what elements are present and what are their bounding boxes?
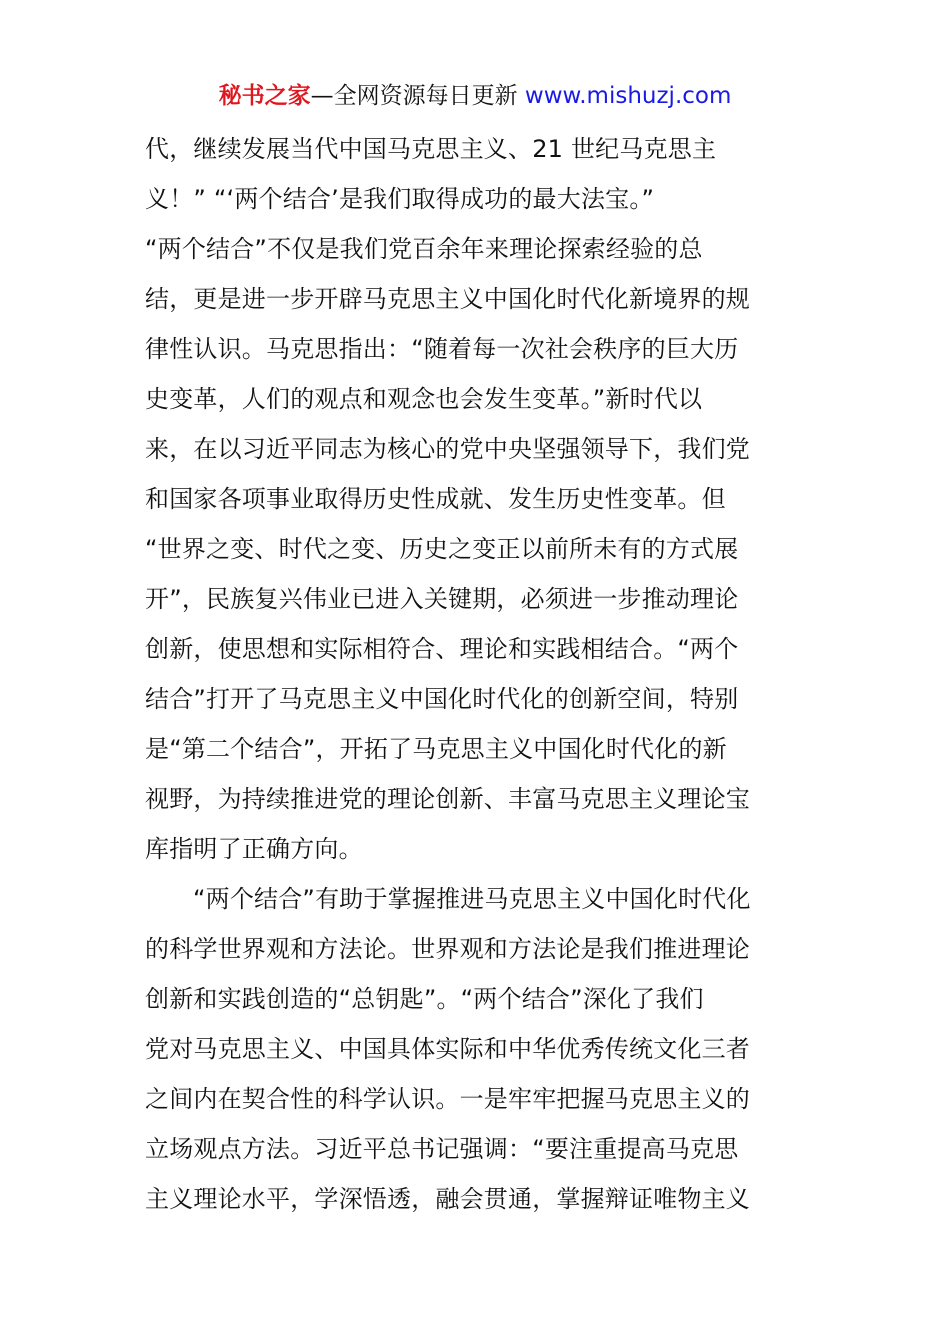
header-slogan: —全网资源每日更新 [310, 83, 525, 109]
text-line: 和国家各项事业取得历史性成就、发生历史性变革。但 [145, 485, 726, 513]
text-line: 库指明了正确方向。 [145, 835, 363, 863]
text-line: “两个结合”不仅是我们党百余年来理论探索经验的总 [145, 235, 703, 263]
text-line: 主义理论水平，学深悟透，融会贯通，掌握辩证唯物主义 [145, 1185, 750, 1213]
brand-name: 秘书之家 [218, 83, 311, 109]
page-header [0, 80, 950, 112]
text-line: 开”，民族复兴伟业已进入关键期，必须进一步推动理论 [145, 585, 739, 613]
text-line: 党对马克思主义、中国具体实际和中华优秀传统文化三者 [145, 1035, 750, 1063]
text-line: 史变革，人们的观点和观念也会发生变革。”新时代以 [145, 385, 703, 413]
text-line: 结合”打开了马克思主义中国化时代化的创新空间，特别 [145, 685, 739, 713]
paragraph-first-line: “两个结合”有助于掌握推进马克思主义中国化时代化 [193, 885, 751, 913]
text-line: 义！” “‘两个结合’是我们取得成功的最大法宝。” [145, 185, 655, 213]
text-line: 创新，使思想和实际相符合、理论和实践相结合。“两个 [145, 635, 739, 663]
text-line: 之间内在契合性的科学认识。一是牢牢把握马克思主义的 [145, 1085, 750, 1113]
text-line: “世界之变、时代之变、历史之变正以前所未有的方式展 [145, 535, 739, 563]
text-line: 创新和实践创造的“总钥匙”。“两个结合”深化了我们 [145, 985, 704, 1013]
text-line: 代，继续发展当代中国马克思主义、21 世纪马克思主 [145, 135, 717, 163]
document-body [145, 124, 810, 1224]
text-line: 视野，为持续推进党的理论创新、丰富马克思主义理论宝 [145, 785, 750, 813]
text-line: 是“第二个结合”，开拓了马克思主义中国化时代化的新 [145, 735, 727, 763]
text-line: 来，在以习近平同志为核心的党中央坚强领导下，我们党 [145, 435, 750, 463]
text-line: 结，更是进一步开辟马克思主义中国化时代化新境界的规 [145, 285, 750, 313]
text-line: 的科学世界观和方法论。世界观和方法论是我们推进理论 [145, 935, 750, 963]
site-url-link[interactable]: www.mishuzj.com [524, 83, 732, 109]
text-line: 立场观点方法。习近平总书记强调：“要注重提高马克思 [145, 1135, 739, 1163]
text-line: 律性认识。马克思指出：“随着每一次社会秩序的巨大历 [145, 335, 739, 363]
